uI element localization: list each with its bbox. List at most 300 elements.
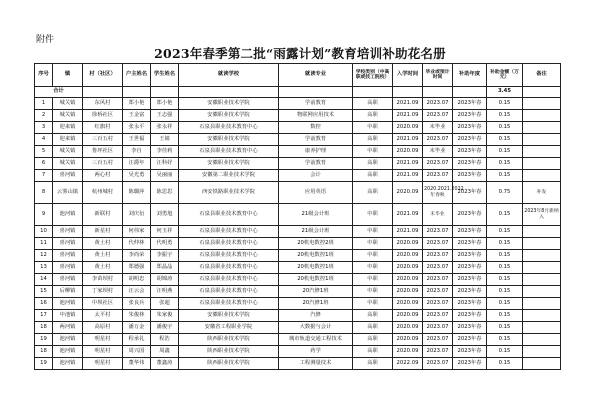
cell-major: 20汽修1班 (279, 286, 353, 298)
cell-subsidy-year: 2023年春 (453, 274, 487, 286)
cell-amount: 0.15 (487, 322, 523, 334)
cell-major: 20机电数控2班 (279, 238, 353, 250)
cell-seq: 6 (35, 158, 53, 170)
cell-grad: 未毕业 (423, 122, 453, 134)
cell-subsidy-year: 2023年春 (453, 110, 487, 122)
cell-amount: 0.15 (487, 250, 523, 262)
cell-subsidy-year: 2023年春 (453, 182, 487, 204)
cell-town: 城关镇 (53, 98, 83, 110)
cell-school-type: 高职 (353, 170, 393, 182)
cell-amount: 0.15 (487, 298, 523, 310)
cell-school-type: 高职 (353, 346, 393, 358)
cell-village: 黄土村 (83, 238, 123, 250)
cell-householder: 何伟家 (123, 226, 151, 238)
cell-school: 安徽职业技术学院 (179, 310, 279, 322)
cell-subsidy-year: 2023年春 (453, 346, 487, 358)
cell-town: 喜河镇 (53, 250, 83, 262)
cell-grad: 2023.07 (423, 110, 453, 122)
cell-village: 红旗村 (83, 122, 123, 134)
cell-student: 郑小艳 (151, 98, 179, 110)
cell-enroll: 2020.09 (393, 262, 423, 274)
cell-major: 汽修 (279, 310, 353, 322)
cell-seq: 18 (35, 346, 53, 358)
cell-grad: 未毕业 (423, 146, 453, 158)
cell-village: 丁家坝村 (83, 286, 123, 298)
cell-major: 学前教育 (279, 134, 353, 146)
cell-school-type: 中职 (353, 122, 393, 134)
cell-school-type: 中职 (353, 274, 393, 286)
table-row (35, 250, 561, 262)
cell-village: 杭州城村 (83, 182, 123, 204)
cell-seq: 17 (35, 310, 53, 322)
cell-school-type: 中职 (353, 298, 393, 310)
cell-householder: 程承礼 (123, 334, 151, 346)
table-row (35, 346, 561, 358)
table-row (35, 274, 561, 286)
cell-school: 石泉县职业技术教育中心 (179, 146, 279, 158)
header-town: 镇 (53, 64, 83, 87)
cell-seq: 14 (35, 274, 53, 286)
cell-school: 安徽职业技术学院 (179, 134, 279, 146)
cell-town: 池河镇 (53, 358, 83, 370)
cell-major: 工程测量技术 (279, 358, 353, 370)
cell-seq: 16 (35, 298, 53, 310)
cell-student: 刘勇旭 (151, 204, 179, 226)
table-row (35, 262, 561, 274)
cell-seq: 1 (35, 98, 53, 110)
cell-remark: 2023年8月新纳入 (523, 204, 561, 226)
cell-school: 西安铁路职业技术学院 (179, 182, 279, 204)
cell-grad: 2020.2021.2022年春秋 (423, 182, 453, 204)
cell-seq: 11 (35, 238, 53, 250)
cell-remark (523, 122, 561, 134)
cell-town: 池河镇 (53, 298, 83, 310)
cell-subsidy-year: 2023年春 (453, 204, 487, 226)
cell-enroll: 2020.09 (393, 182, 423, 204)
cell-grad: 2023.07 (423, 286, 453, 298)
cell-seq: 7 (35, 170, 53, 182)
cell-remark (523, 310, 561, 322)
cell-school-type: 高职 (353, 182, 393, 204)
cell-amount: 0.15 (487, 346, 523, 358)
cell-householder: 汪云会 (123, 286, 151, 298)
cell-major: 会计 (279, 170, 353, 182)
table-header (35, 64, 561, 87)
table-row (35, 334, 561, 346)
table-row (35, 182, 561, 204)
cell-amount: 0.15 (487, 262, 523, 274)
cell-amount: 0.15 (487, 358, 523, 370)
cell-seq: 2 (35, 110, 53, 122)
cell-village: 新联村 (83, 204, 123, 226)
header-enroll: 入学时间 (393, 64, 423, 87)
cell-student: 王婧 (151, 134, 179, 146)
cell-major: 数控 (279, 122, 353, 134)
cell-school: 石泉县职业技术教育中心 (179, 204, 279, 226)
cell-school-type: 高职 (353, 98, 393, 110)
cell-enroll: 2021.09 (393, 158, 423, 170)
cell-village: 明星村 (83, 346, 123, 358)
cell-grad: 2023.07 (423, 346, 453, 358)
cell-enroll: 2021.09 (393, 98, 423, 110)
cell-town: 云雾山镇 (53, 182, 83, 204)
cell-subsidy-year: 2023年春 (453, 286, 487, 298)
cell-subsidy-year: 2023年春 (453, 98, 487, 110)
cell-subsidy-year: 2023年春 (453, 298, 487, 310)
cell-village: 三百五村 (83, 158, 123, 170)
cell-subsidy-year: 2023年春 (453, 170, 487, 182)
table-row (35, 134, 561, 146)
header-village: 村（社区） (83, 64, 123, 87)
cell-school: 石泉县职业技术教育中心 (179, 298, 279, 310)
cell-householder: 汪爵年 (123, 158, 151, 170)
cell-seq: 13 (35, 262, 53, 274)
cell-enroll: 2021.09 (393, 204, 423, 226)
table-row (35, 98, 561, 110)
annex-label: 附件 (36, 35, 55, 45)
cell-householder: 郑德强 (123, 262, 151, 274)
header-householder: 户主姓名 (123, 64, 151, 87)
cell-amount: 0.15 (487, 170, 523, 182)
cell-remark (523, 158, 561, 170)
cell-grad: 2023.07 (423, 358, 453, 370)
document-title: 2023年春季第二批“雨露计划”教育培训补助花名册 (154, 46, 446, 61)
cell-major: 学前教育 (279, 158, 353, 170)
subsidy-roster-table (34, 63, 561, 370)
cell-village: 李苗坝村 (83, 274, 123, 286)
cell-remark (523, 134, 561, 146)
cell-school-type: 中职 (353, 250, 393, 262)
cell-remark (523, 250, 561, 262)
cell-householder: 王世福 (123, 134, 151, 146)
cell-town: 两河镇 (53, 322, 83, 334)
cell-subsidy-year: 2023年春 (453, 122, 487, 134)
cell-householder: 潘万金 (123, 322, 151, 334)
cell-town: 中池镇 (53, 310, 83, 322)
table-row (35, 170, 561, 182)
cell-school: 石泉县职业技术教育中心 (179, 274, 279, 286)
cell-major: 20汽修1班 (279, 298, 353, 310)
cell-major: 20机电数控1班 (279, 250, 353, 262)
cell-major: 物联网应用技术 (279, 110, 353, 122)
cell-amount: 0.15 (487, 286, 523, 298)
cell-student: 李佳莉 (151, 146, 179, 158)
cell-school: 陕西职业技术学院 (179, 334, 279, 346)
cell-grad: 未毕业 (423, 204, 453, 226)
header-student: 学生姓名 (151, 64, 179, 87)
cell-amount: 0.15 (487, 134, 523, 146)
cell-subsidy-year: 2023年春 (453, 262, 487, 274)
cell-major: 20机电数控1班 (279, 262, 353, 274)
cell-town: 喜河镇 (53, 262, 83, 274)
cell-town: 喜河镇 (53, 238, 83, 250)
cell-householder: 董华伟 (123, 358, 151, 370)
cell-grad: 2023.07 (423, 334, 453, 346)
cell-town: 喜河镇 (53, 170, 83, 182)
table-row (35, 310, 561, 322)
cell-enroll: 2021.09 (393, 170, 423, 182)
cell-enroll: 2020.09 (393, 286, 423, 298)
cell-school: 安徽职业技术学院 (179, 158, 279, 170)
cell-subsidy-year: 2023年春 (453, 334, 487, 346)
cell-school: 石泉县职业技术教育中心 (179, 286, 279, 298)
cell-remark (523, 110, 561, 122)
cell-school-type: 中职 (353, 146, 393, 158)
cell-village: 中坝社区 (83, 298, 123, 310)
cell-student: 郑晶晶 (151, 262, 179, 274)
cell-major: 大数据与会计 (279, 322, 353, 334)
cell-school: 陕西职业技术学院 (179, 346, 279, 358)
cell-subsidy-year: 2023年春 (453, 238, 487, 250)
cell-seq: 12 (35, 250, 53, 262)
table-row (35, 226, 561, 238)
cell-village: 鲁坪社区 (83, 146, 123, 158)
cell-subsidy-year: 2023年春 (453, 322, 487, 334)
table-row (35, 158, 561, 170)
cell-school: 安徽职业技术学院 (179, 98, 279, 110)
cell-school-type: 中职 (353, 204, 393, 226)
cell-school-type: 高职 (353, 134, 393, 146)
cell-student: 朱家俊 (151, 310, 179, 322)
header-subsidy-year: 补助年度 (453, 64, 487, 87)
cell-major: 康养护理 (279, 146, 353, 158)
cell-grad: 2023.07 (423, 170, 453, 182)
cell-school-type: 高职 (353, 322, 393, 334)
cell-amount: 0.15 (487, 122, 523, 134)
cell-school-type: 高职 (353, 334, 393, 346)
cell-householder: 刘庆衍 (123, 204, 151, 226)
cell-village: 两心村 (83, 170, 123, 182)
total-row (35, 87, 561, 98)
cell-grad: 2023.07 (423, 98, 453, 110)
cell-school-type: 高职 (353, 310, 393, 322)
cell-enroll: 2020.09 (393, 250, 423, 262)
cell-school-type: 高职 (353, 110, 393, 122)
cell-town: 城关镇 (53, 158, 83, 170)
cell-householder: 李自 (123, 146, 151, 158)
cell-enroll: 2020.09 (393, 298, 423, 310)
cell-major: 应用英语 (279, 182, 353, 204)
cell-remark (523, 346, 561, 358)
table-row (35, 298, 561, 310)
cell-amount: 0.15 (487, 98, 523, 110)
cell-major: 21级会计班 (279, 226, 353, 238)
cell-remark (523, 322, 561, 334)
cell-major: 20机电数控1班 (279, 274, 353, 286)
cell-subsidy-year: 2023年春 (453, 146, 487, 158)
cell-school: 安徽省工程职业学院 (179, 322, 279, 334)
cell-town: 后柳镇 (53, 286, 83, 298)
cell-school-type: 中职 (353, 286, 393, 298)
cell-town: 迎来镇 (53, 134, 83, 146)
header-grad: 毕业或预计时间 (423, 64, 453, 87)
table-row (35, 122, 561, 134)
cell-seq: 5 (35, 146, 53, 158)
cell-householder: 王金富 (123, 110, 151, 122)
cell-town: 池河镇 (53, 334, 83, 346)
cell-student: 周鑫 (151, 346, 179, 358)
cell-town: 城关镇 (53, 110, 83, 122)
total-amount: 3.45 (487, 87, 523, 98)
cell-school-type: 中职 (353, 262, 393, 274)
cell-householder: 李尚荣 (123, 250, 151, 262)
total-label: 合计 (35, 87, 83, 98)
cell-subsidy-year: 2023年春 (453, 134, 487, 146)
table-row (35, 358, 561, 370)
cell-student: 代明勇 (151, 238, 179, 250)
header-seq: 序号 (35, 64, 53, 87)
cell-seq: 8 (35, 182, 53, 204)
cell-student: 陈思思 (151, 182, 179, 204)
cell-seq: 3 (35, 122, 53, 134)
cell-major: 21级会计班 (279, 204, 353, 226)
cell-enroll: 2021.09 (393, 226, 423, 238)
table-row (35, 146, 561, 158)
cell-seq: 18 (35, 322, 53, 334)
cell-village: 东风村 (83, 98, 123, 110)
cell-school: 石泉县职业技术教育中心 (179, 262, 279, 274)
cell-grad: 2023.07 (423, 262, 453, 274)
cell-seq: 19 (35, 334, 53, 346)
cell-town: 迎来镇 (53, 122, 83, 134)
cell-school: 石泉县职业技术教育中心 (179, 122, 279, 134)
cell-town: 城关镇 (53, 146, 83, 158)
cell-grad: 2023.07 (423, 238, 453, 250)
cell-village: 明星村 (83, 334, 123, 346)
cell-seq: 4 (35, 134, 53, 146)
cell-school: 石泉县职业技术教育中心 (179, 250, 279, 262)
cell-remark (523, 98, 561, 110)
cell-student: 程浩 (151, 334, 179, 346)
cell-school: 安徽第二职业技术学院 (179, 170, 279, 182)
cell-village: 黄土村 (83, 250, 123, 262)
cell-student: 何玉祥 (151, 226, 179, 238)
cell-remark (523, 334, 561, 346)
cell-subsidy-year: 2023年春 (453, 226, 487, 238)
cell-student: 汪科妤 (151, 158, 179, 170)
cell-householder: 代仲林 (123, 238, 151, 250)
cell-village: 新星村 (83, 226, 123, 238)
cell-major: 城市轨道交通工程技术 (279, 334, 353, 346)
cell-amount: 0.15 (487, 238, 523, 250)
cell-grad: 2023.07 (423, 158, 453, 170)
cell-village: 明星村 (83, 358, 123, 370)
cell-town: 喜河镇 (53, 226, 83, 238)
cell-amount: 0.15 (487, 146, 523, 158)
cell-remark (523, 146, 561, 158)
cell-student: 王志强 (151, 110, 179, 122)
cell-school: 安徽职业技术学院 (179, 110, 279, 122)
cell-village: 徐桥社区 (83, 110, 123, 122)
cell-householder: 陈璐萍 (123, 182, 151, 204)
cell-school-type: 高职 (353, 158, 393, 170)
cell-remark (523, 298, 561, 310)
cell-grad: 2023.07 (423, 226, 453, 238)
table-row (35, 286, 561, 298)
cell-school-type: 中职 (353, 238, 393, 250)
cell-enroll: 2020.09 (393, 146, 423, 158)
cell-subsidy-year: 2023年春 (453, 358, 487, 370)
cell-grad: 2023.07 (423, 274, 453, 286)
cell-amount: 0.15 (487, 226, 523, 238)
table-row (35, 238, 561, 250)
cell-school: 石泉县职业技术教育中心 (179, 238, 279, 250)
cell-major: 学前教育 (279, 98, 353, 110)
cell-grad: 2023.07 (423, 310, 453, 322)
cell-student: 张超 (151, 298, 179, 310)
cell-amount: 0.15 (487, 310, 523, 322)
cell-remark (523, 238, 561, 250)
cell-remark (523, 226, 561, 238)
cell-village: 高原村 (83, 322, 123, 334)
cell-subsidy-year: 2023年春 (453, 250, 487, 262)
cell-householder: 张永平 (123, 122, 151, 134)
cell-enroll: 2021.09 (393, 110, 423, 122)
cell-grad: 2023.07 (423, 322, 453, 334)
cell-enroll: 2020.09 (393, 334, 423, 346)
cell-amount: 0.15 (487, 334, 523, 346)
cell-enroll: 2020.09 (393, 122, 423, 134)
header-amount: 补助金额（万元） (487, 64, 523, 87)
cell-householder: 吴光勇 (123, 170, 151, 182)
cell-seq: 10 (35, 226, 53, 238)
cell-school: 石泉县职业技术教育中心 (179, 226, 279, 238)
cell-grad: 2023.07 (423, 298, 453, 310)
cell-school-type: 高职 (353, 358, 393, 370)
cell-seq: 15 (35, 286, 53, 298)
cell-school-type: 中职 (353, 226, 393, 238)
cell-town: 喜河镇 (53, 274, 83, 286)
cell-enroll: 2020.09 (393, 346, 423, 358)
cell-enroll: 2020.09 (393, 274, 423, 286)
cell-remark (523, 262, 561, 274)
cell-enroll: 2022.09 (393, 358, 423, 370)
cell-amount: 0.15 (487, 158, 523, 170)
cell-village: 黄土村 (83, 262, 123, 274)
cell-school: 陕西职业技术学院 (179, 358, 279, 370)
cell-subsidy-year: 2023年春 (453, 158, 487, 170)
cell-enroll: 2020.09 (393, 310, 423, 322)
cell-remark (523, 274, 561, 286)
cell-village: 太平村 (83, 310, 123, 322)
cell-student: 李振宇 (151, 250, 179, 262)
cell-student: 张永祥 (151, 122, 179, 134)
cell-grad: 2023.07 (423, 250, 453, 262)
cell-student: 汪明燕 (151, 286, 179, 298)
cell-amount: 0.15 (487, 204, 523, 226)
cell-town: 池河镇 (53, 346, 83, 358)
cell-householder: 朱俊林 (123, 310, 151, 322)
cell-remark: 补发 (523, 182, 561, 204)
cell-subsidy-year: 2023年春 (453, 310, 487, 322)
cell-grad: 2023.07 (423, 134, 453, 146)
cell-student: 潘俊宇 (151, 322, 179, 334)
cell-remark (523, 286, 561, 298)
cell-seq: 9 (35, 204, 53, 226)
cell-seq: 19 (35, 358, 53, 370)
cell-householder: 周兴国 (123, 346, 151, 358)
cell-town: 池河镇 (53, 204, 83, 226)
cell-student: 胡锦涛 (151, 274, 179, 286)
cell-village: 三百五村 (83, 134, 123, 146)
cell-enroll: 2020.09 (393, 238, 423, 250)
header-school-type: 学校类别（中高职或技工院校） (353, 64, 393, 87)
cell-householder: 胡明忠 (123, 274, 151, 286)
header-remark: 备注 (523, 64, 561, 87)
header-major: 就读专业 (279, 64, 353, 87)
cell-student: 董鑫涛 (151, 358, 179, 370)
cell-householder: 张良兵 (123, 298, 151, 310)
